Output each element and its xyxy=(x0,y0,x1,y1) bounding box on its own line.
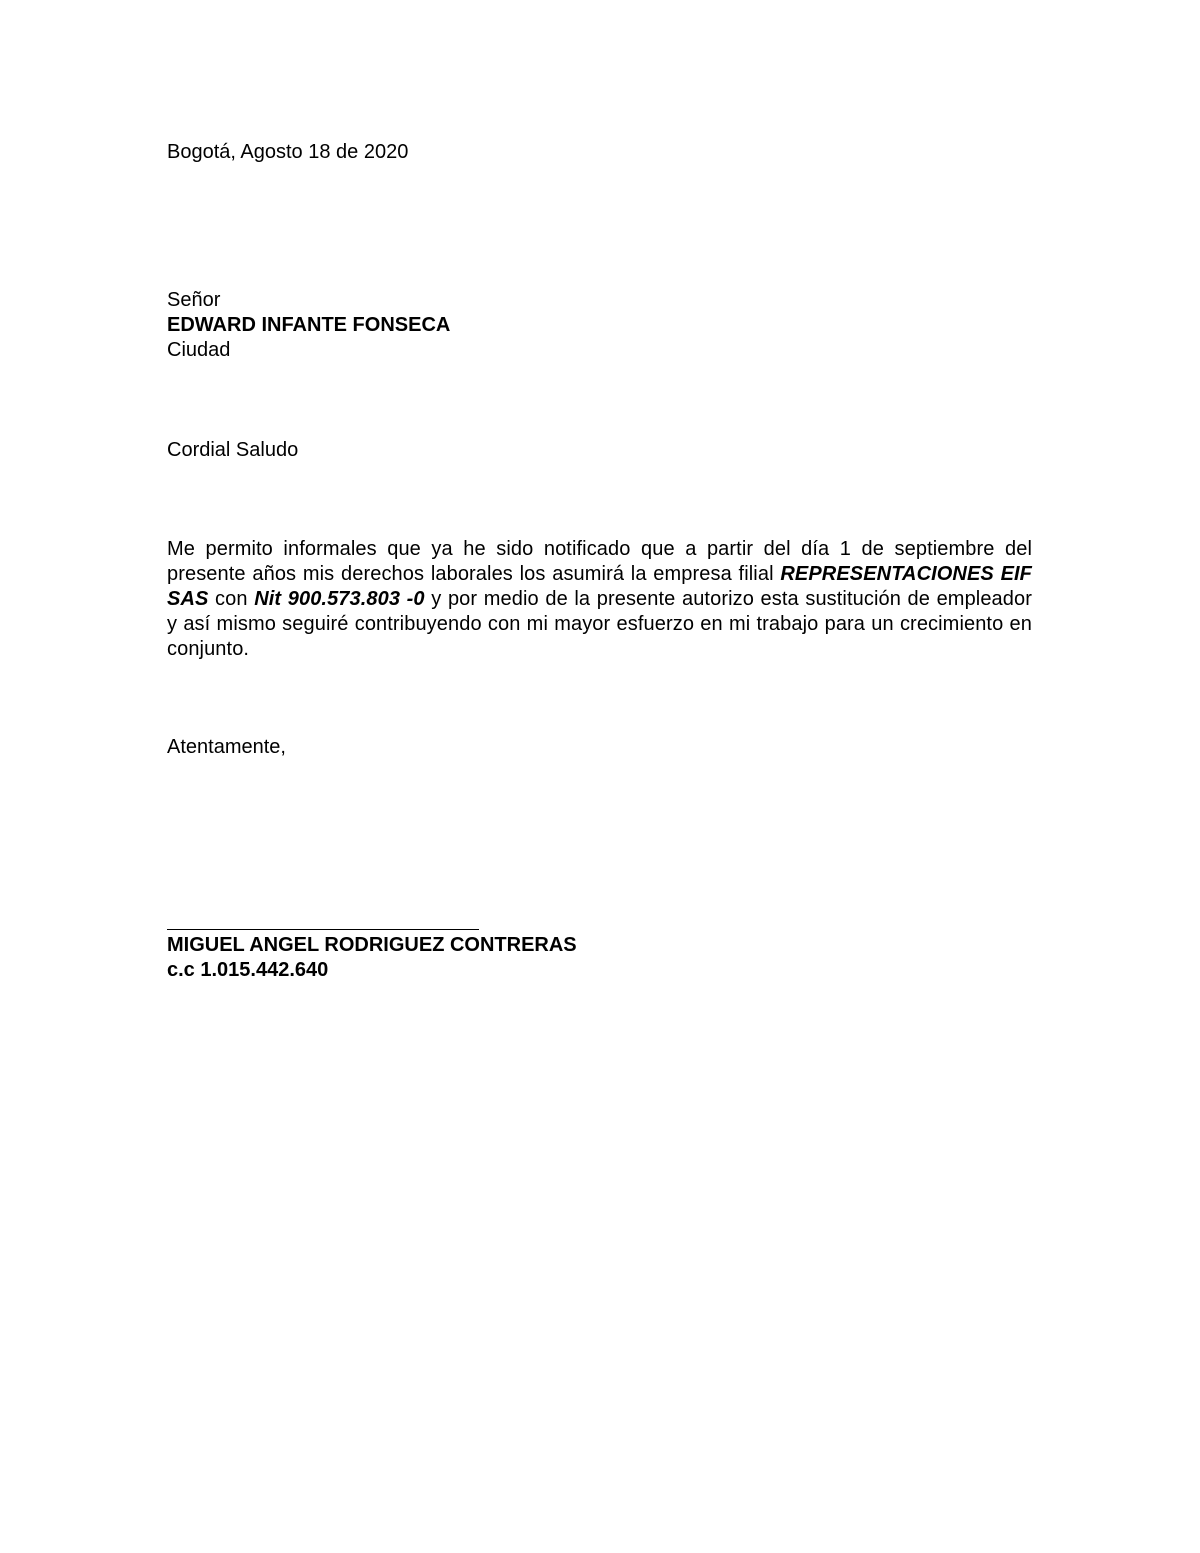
letter-date: Bogotá, Agosto 18 de 2020 xyxy=(167,141,409,163)
recipient-name: EDWARD INFANTE FONSECA xyxy=(167,314,451,336)
closing: Atentamente, xyxy=(167,736,286,758)
body-text-part3: y por medio de la presente autorizo esta sustitución de empleador y así mismo seguiré contribuyendo con mi mayor esfuerzo en mi trabajo para un crecimiento en conjunto. xyxy=(167,588,1032,660)
body-text-part2: con xyxy=(208,588,255,610)
recipient-title: Señor xyxy=(167,289,221,311)
letter-body xyxy=(167,537,1032,662)
company-nit: Nit 900.573.803 -0 xyxy=(254,588,425,610)
company-name: REPRESENTACIONES EIF SAS xyxy=(167,563,1032,610)
recipient-city: Ciudad xyxy=(167,339,231,361)
greeting: Cordial Saludo xyxy=(167,439,299,461)
body-text-part1: Me permito informales que ya he sido notificado que a partir del día 1 de septiembre del presente años mis derechos laborales los asumirá la empresa filial xyxy=(167,538,1032,585)
signer-name: MIGUEL ANGEL RODRIGUEZ CONTRERAS xyxy=(167,934,577,956)
signer-id: c.c 1.015.442.640 xyxy=(167,959,329,981)
signature-line xyxy=(167,929,479,930)
